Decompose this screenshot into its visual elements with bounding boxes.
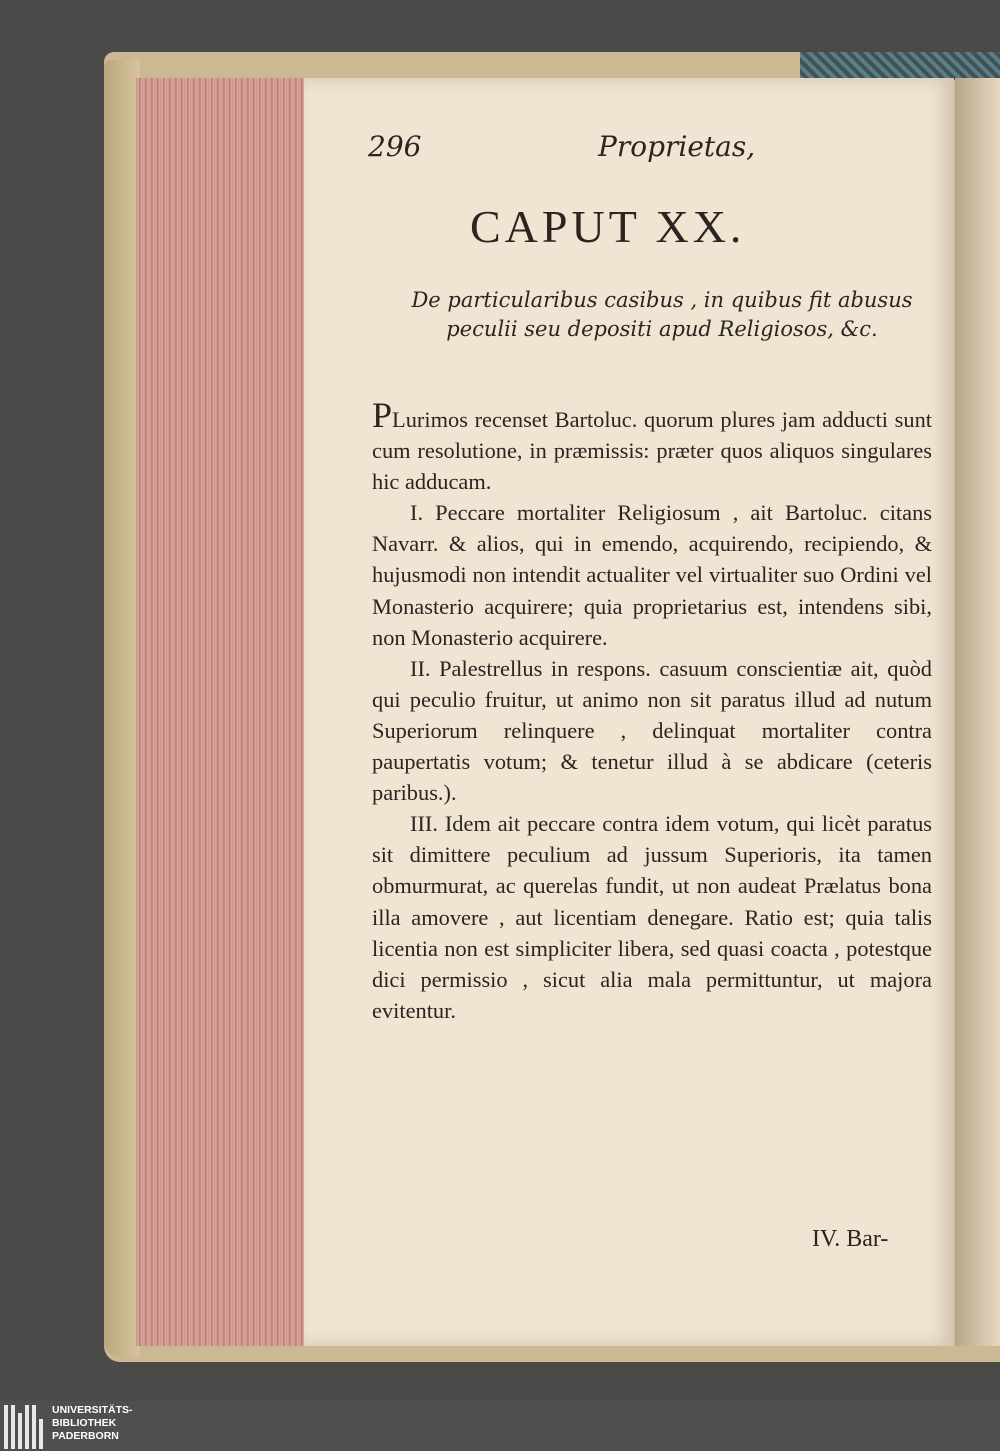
catchword: IV. Bar-: [812, 1226, 889, 1252]
paragraph-text: Lurimos recenset Bartoluc. quorum plures jam adducti sunt cum resolutione, in præmissis: præter quos aliquos singulares hic adducam.: [372, 407, 932, 495]
marbled-endpaper: [800, 52, 1000, 80]
library-name-line-1: UNIVERSITÄTS-: [52, 1404, 133, 1416]
cover-edge: [104, 60, 140, 1356]
running-header: [368, 130, 928, 176]
library-name: [52, 1404, 133, 1443]
subtitle-line-2: peculii seu depositi apud Religiosos, &c.: [446, 317, 878, 341]
facing-page-edge: [955, 78, 1000, 1346]
paragraph-ii: II. Palestrellus in respons. casuum conscientiæ ait, quòd qui peculio fruitur, ut animo non sit paratus illud ad nutum Superiorum relinquere , delinquat mortaliter contra paupertatis votum; & tenetur illud à se abdicare (ceteris paribus.).: [372, 655, 932, 806]
running-title: Proprietas,: [598, 130, 756, 163]
chapter-title: CAPUT XX.: [470, 201, 746, 252]
paragraph-intro: [372, 395, 932, 497]
paragraph-iii: III. Idem ait peccare contra idem votum, qui licèt paratus sit dimittere peculium ad jussum Superioris, ita tamen obmurmurat, ac querelas fundit, ut non audeat Prælatus bona illa amovere , aut licentiam denegare. Ratio est; quia talis licentia non est simpliciter libera, sed quasi coacta , potestque dici permissio , sicut alia mala permittuntur, ut majora evitentur.: [372, 811, 932, 1023]
subtitle-line-1: De particularibus casibus , in quibus fit abusus: [411, 288, 913, 312]
library-logo-icon: [4, 1405, 44, 1449]
page-number: 296: [368, 130, 422, 163]
paragraph-i: I. Peccare mortaliter Religiosum , ait Bartoluc. citans Navarr. & alios, qui in emendo, acquirendo, recipiendo, & hujusmodi non intendit actualiter vel virtualiter suo Ordini vel Monasterio acquirere; quia proprietarius est, intendens sibi, non Monasterio acquirere.: [372, 500, 932, 650]
body-text: [372, 395, 932, 1026]
chapter-subtitle: [382, 286, 942, 344]
library-name-line-3: PADERBORN: [52, 1430, 119, 1442]
library-footer: [0, 1401, 1000, 1451]
page-edges: [136, 78, 307, 1346]
drop-cap: P: [372, 395, 393, 435]
library-name-line-2: BIBLIOTHEK: [52, 1417, 117, 1429]
